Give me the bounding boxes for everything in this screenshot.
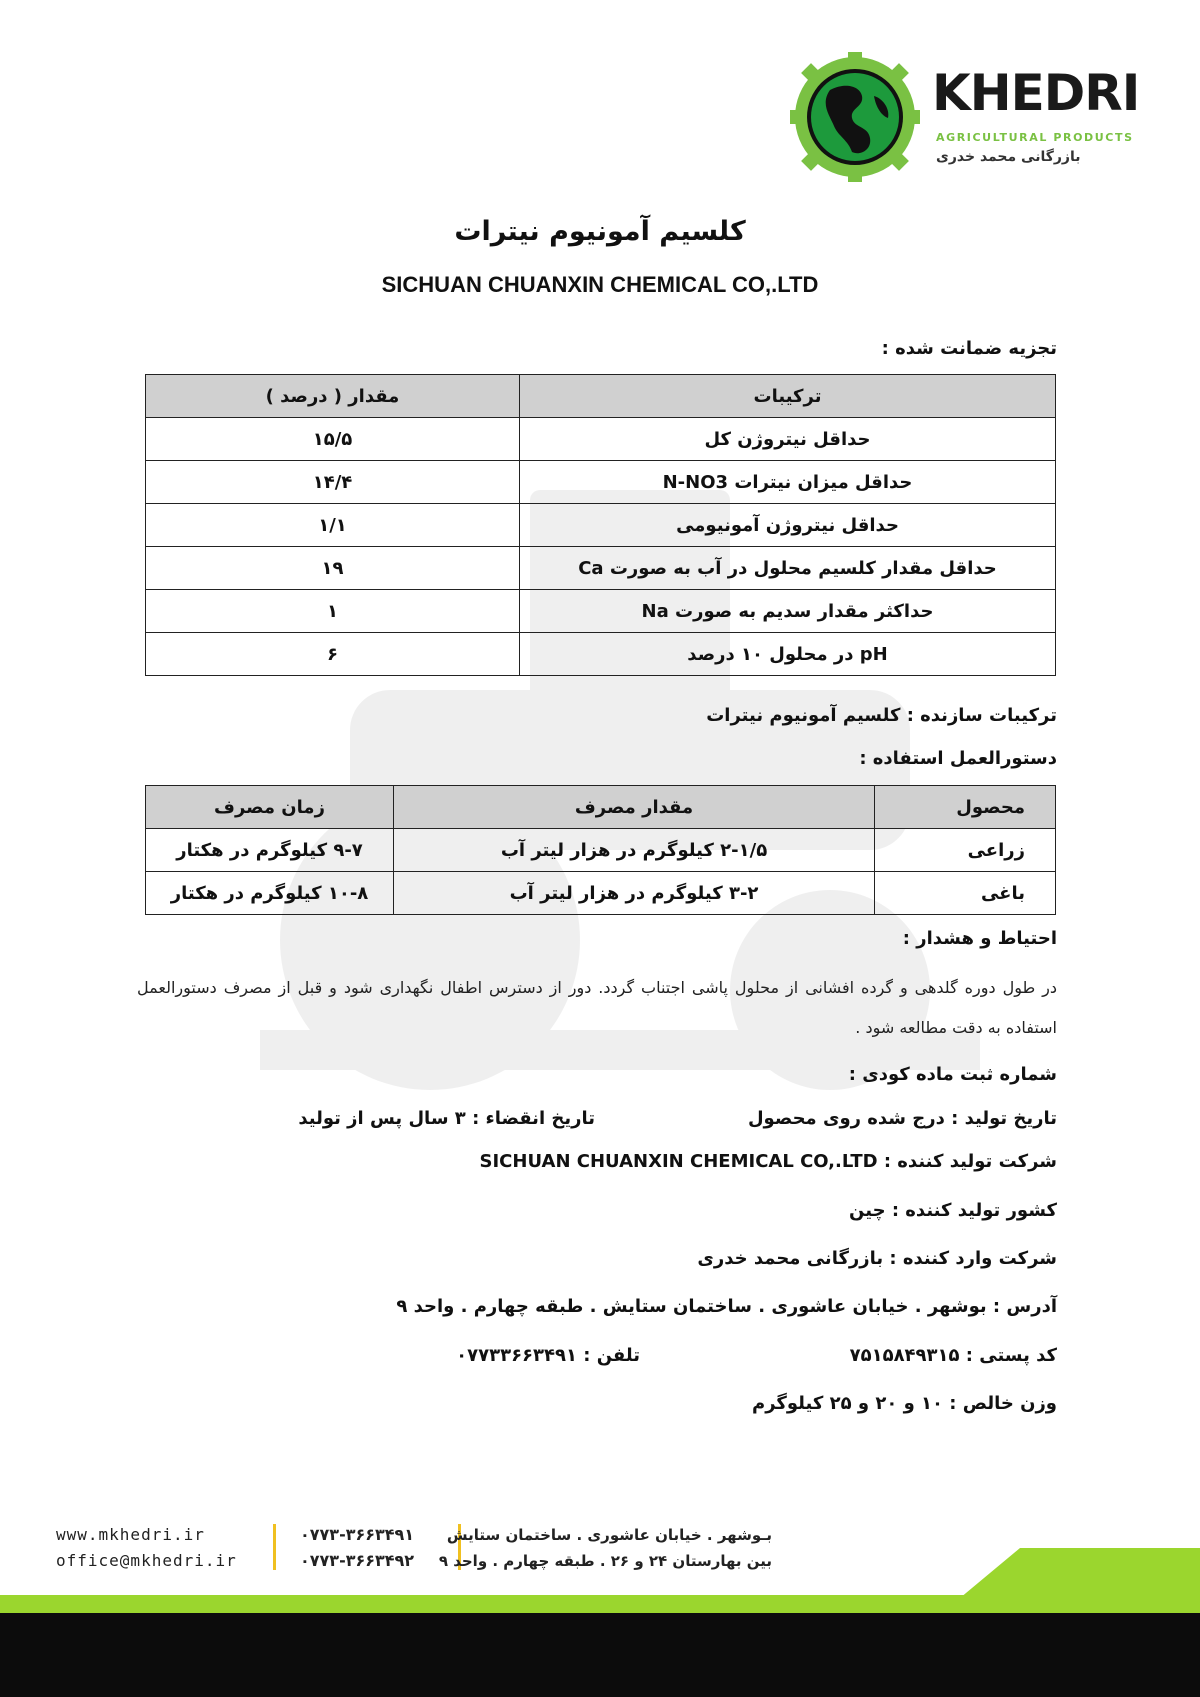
footer-green-wedge (900, 1548, 1200, 1598)
postal-code: کد پستی : ۷۵۱۵۸۴۹۳۱۵ (849, 1345, 1057, 1366)
brand-tagline: AGRICULTURAL PRODUCTS (936, 131, 1134, 144)
footer-divider (273, 1524, 276, 1570)
manufacturer-title: SICHUAN CHUANXIN CHEMICAL CO,.LTD (381, 272, 819, 297)
table-row (146, 872, 1056, 915)
table-row (146, 504, 1056, 547)
table-row (146, 461, 1056, 504)
production-date: تاریخ تولید : درج شده روی محصول (747, 1108, 1057, 1129)
footer-phone-2: ۰۷۷۳-۳۶۶۳۴۹۲ (300, 1551, 415, 1570)
country-line: کشور تولید کننده : چین (849, 1200, 1057, 1221)
table-cell: حداقل مقدار کلسیم محلول در آب به صورت Ca (520, 547, 1056, 590)
column-header: مقدار ( درصد ) (146, 375, 520, 418)
address-line: آدرس : بوشهر . خیابان عاشوری . ساختمان ستایش . طبقه چهارم . واحد ۹ (396, 1296, 1057, 1317)
email-link[interactable]: office@mkhedri.ir (56, 1551, 237, 1570)
caution-text: در طول دوره گلدهی و گرده افشانی از محلول پاشی اجتناب گردد. دور از دسترس اطفال نگهداری شود و قبل از مصرف دستورالعمل استفاده به دقت مطالعه شود . (137, 978, 1057, 1037)
table-cell: زراعی (875, 829, 1056, 872)
table-cell: ۱/۱ (146, 504, 520, 547)
brand-name: KHEDRI (932, 64, 1140, 122)
footer-address-line-1: بـوشهر . خیابان عاشوری . ساختمان ستایش (446, 1526, 772, 1544)
footer-dark-band (0, 1613, 1200, 1697)
footer-phone-1: ۰۷۷۳-۳۶۶۳۴۹۱ (300, 1525, 415, 1544)
table-cell: حداقل نیتروژن آمونیومی (520, 504, 1056, 547)
table-cell: باغی (875, 872, 1056, 915)
column-header: محصول (875, 786, 1056, 829)
column-header: مقدار مصرف (394, 786, 875, 829)
table-cell: ۹-۷ کیلوگرم در هکتار (146, 829, 394, 872)
product-title: کلسیم آمونیوم نیترات (454, 216, 746, 247)
table-header-row (146, 786, 1056, 829)
table-row (146, 829, 1056, 872)
footer-address-line-2: بین بهارستان ۲۴ و ۲۶ . طبقه چهارم . واحد ۹ (438, 1552, 772, 1570)
expiry-date: تاریخ انقضاء : ۳ سال پس از تولید (298, 1108, 595, 1129)
guaranteed-analysis-label: تجزیه ضمانت شده : (881, 338, 1057, 359)
table-cell: pH در محلول ۱۰ درصد (520, 633, 1056, 676)
website-link[interactable]: www.mkhedri.ir (56, 1525, 205, 1544)
caution-label: احتیاط و هشدار : (902, 928, 1057, 949)
table-cell: ۱ (146, 590, 520, 633)
usage-table (145, 785, 1056, 915)
net-weight: وزن خالص : ۱۰ و ۲۰ و ۲۵ کیلوگرم (752, 1393, 1057, 1414)
importer-line: شرکت وارد کننده : بازرگانی محمد خدری (697, 1248, 1057, 1269)
footer-address (438, 1522, 772, 1574)
footer-phones (300, 1522, 414, 1574)
table-cell: ۱۵/۵ (146, 418, 520, 461)
phone-number: تلفن : ۰۷۷۳۳۶۶۳۴۹۱ (456, 1345, 640, 1366)
table-cell: ۲-۱/۵ کیلوگرم در هزار لیتر آب (394, 829, 875, 872)
table-row (146, 590, 1056, 633)
constituents-line: ترکیبات سازنده : کلسیم آمونیوم نیترات (706, 705, 1057, 726)
footer-green-stripe (0, 1595, 1200, 1615)
table-cell: حداقل نیتروژن کل (520, 418, 1056, 461)
usage-instructions-label: دستورالعمل استفاده : (859, 748, 1057, 769)
table-cell: ۳-۲ کیلوگرم در هزار لیتر آب (394, 872, 875, 915)
table-cell: ۶ (146, 633, 520, 676)
company-logo (790, 52, 1140, 182)
table-row (146, 547, 1056, 590)
column-header: ترکیبات (520, 375, 1056, 418)
table-cell: ۱۰-۸ کیلوگرم در هکتار (146, 872, 394, 915)
table-cell: حداکثر مقدار سدیم به صورت Na (520, 590, 1056, 633)
analysis-table (145, 374, 1056, 676)
registration-label: شماره ثبت ماده کودی : (848, 1064, 1057, 1085)
brand-persian-name: بازرگانی محمد خدری (936, 149, 1081, 165)
manufacturer-line: شرکت تولید کننده : SICHUAN CHUANXIN CHEMICAL CO,.LTD (479, 1151, 1057, 1172)
column-header: زمان مصرف (146, 786, 394, 829)
table-cell: ۱۹ (146, 547, 520, 590)
table-cell: حداقل میزان نیترات N-NO3 (520, 461, 1056, 504)
table-row (146, 418, 1056, 461)
globe-gear-icon (790, 52, 920, 182)
table-cell: ۱۴/۴ (146, 461, 520, 504)
table-header-row (146, 375, 1056, 418)
footer-contact-web (56, 1522, 237, 1574)
table-row (146, 633, 1056, 676)
